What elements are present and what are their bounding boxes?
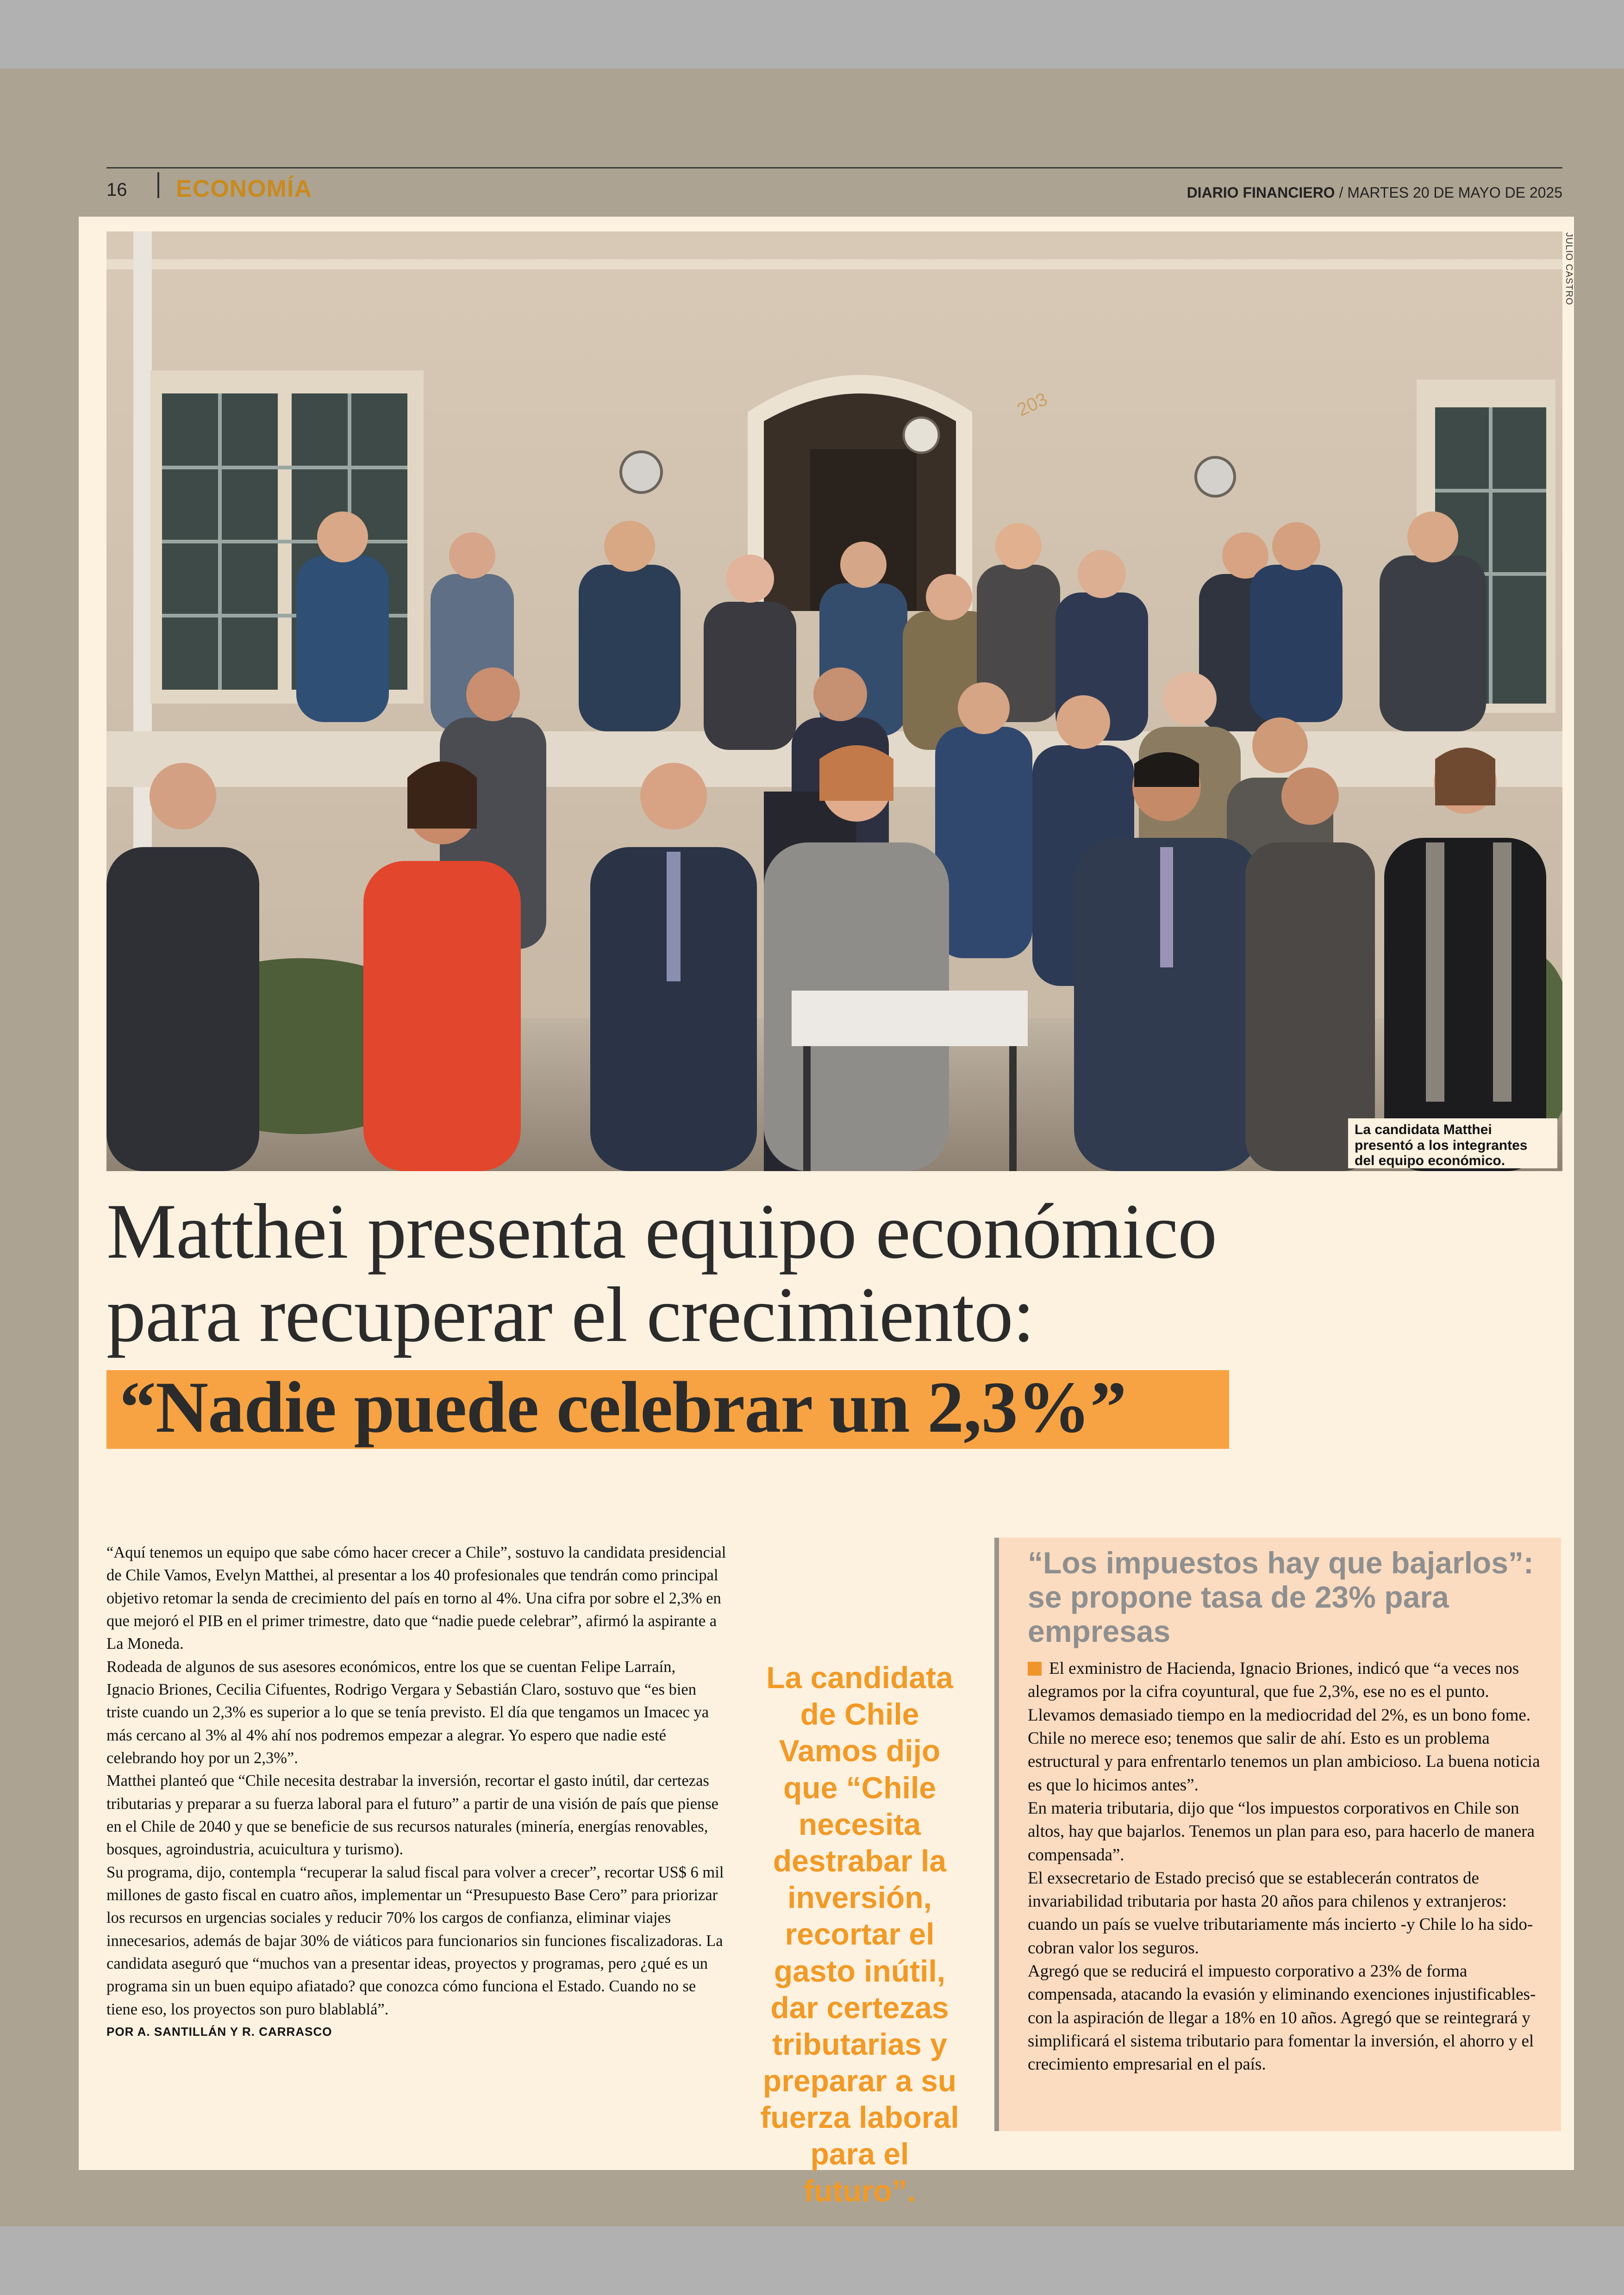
headline [106, 1188, 1217, 1359]
sidebar-body [1028, 1657, 1546, 2077]
headline-quote: “Nadie puede celebrar un 2,3%” [119, 1367, 1126, 1448]
sidebar-paragraph-text: El exministro de Hacienda, Ignacio Briones, indicó que “a veces nos alegramos por la cifra coyuntural, que fue 2,3%, ese no es el punto. Llevamos demasiado tiempo en la mediocridad del 2%, es un bono fome. Chile no merece eso; tenemos que salir de ahí. Esto es un problema estructural y para enfrentarlo tenemos un plan ambicioso. La buena noticia es que lo hicimos antes”. [1028, 1659, 1540, 1795]
lamp-right [1196, 457, 1235, 496]
lamp-left [621, 452, 662, 493]
paper-name: DIARIO FINANCIERO [1187, 184, 1335, 201]
photo-credit-text: JULIO CASTRO [1564, 232, 1574, 306]
header-rule [106, 167, 1562, 168]
photo-caption: La candidata Matthei presentó a los integrantes del equipo económico. [1348, 1118, 1557, 1168]
sidebar-rule [994, 1538, 999, 2131]
sidebar-paragraph [1028, 1657, 1546, 1797]
lamp-center [904, 418, 939, 453]
article-body [106, 1541, 727, 2039]
header-separator [157, 172, 159, 198]
issue-date: / MARTES 20 DE MAYO DE 2025 [1339, 184, 1562, 201]
section-label: ECONOMÍA [176, 175, 312, 202]
pull-quote: La candidata de Chile Vamos dijo que “Chile necesita destrabar la inversión, recortar el gasto inútil, dar certezas tributarias y preparar a su fuerza laboral para el futuro”. [760, 1660, 959, 2208]
sidebar-paragraph: En materia tributaria, dijo que “los impuestos corporativos en Chile son altos, hay que bajarlos. Tenemos un plan para eso, para hacerlo de manera compensada”. [1028, 1798, 1535, 1865]
cornice [106, 259, 1562, 269]
sidebar-paragraph: El exsecretario de Estado precisó que se establecerán contratos de invariabilidad tributaria por hasta 20 años para chilenos y extranjeros: cuando un país se vuelve tributariamente más incierto -y Chile lo ha sido- cobran valor los seguros. [1028, 1868, 1533, 1958]
page-number: 16 [106, 180, 127, 200]
article-paragraph: “Aquí tenemos un equipo que sabe cómo hacer crecer a Chile”, sostuvo la candidata presidencial de Chile Vamos, Evelyn Matthei, al presentar a los 40 profesionales que tendrán como principal objetivo retomar la senda de crecimiento del país en torno al 4%. Una cifra por sobre el 2,3% en que mejoró el PIB en el primer trimestre, dato que “nadie puede celebrar”, afirmó la aspirante a La Moneda. [106, 1544, 726, 1653]
building-number: 203 [1014, 389, 1051, 421]
team-photo [106, 231, 1562, 1171]
headline-line-2: para recuperar el crecimiento: [106, 1271, 1034, 1359]
article-paragraph: Rodeada de algunos de sus asesores económicos, entre los que se cuentan Felipe Larraín, Ignacio Briones, Cecilia Cifuentes, Rodrigo Vergara y Sebastián Claro, sostuvo que “es bien triste cuando un 2,3% es superior a lo que se tenía previsto. El día que tengamos un Imacec ya más cercano al 3% al 4% ahí nos podremos empezar a alegrar. Yo espero que nadie esté celebrando hoy por un 2,3%”. [106, 1658, 709, 1767]
sidebar-title: “Los impuestos hay que bajarlos”: se propone tasa de 23% para empresas [1028, 1546, 1534, 1648]
sidebar-paragraph: Agregó que se reducirá el impuesto corporativo a 23% de forma compensada, atacando la evasión y eliminando exenciones injustificables- con la aspiración de llegar a 18% en 10 años. Agregó que se reintegrará y simplificará el sistema tributario para fomentar la inversión, el ahorro y el crecimiento empresarial en el país. [1028, 1962, 1536, 2074]
headline-line-1: Matthei presenta equipo económico [106, 1188, 1217, 1275]
photo-credit [1564, 232, 1575, 325]
article-paragraph: Matthei planteó que “Chile necesita destrabar la inversión, recortar el gasto inútil, dar certezas tributarias y preparar a su fuerza laboral para el futuro” a partir de una visión de país que piense en el Chile de 2040 y que se beneficie de sus recursos naturales (minería, energías renovables, bosques, agroindustria, acuicultura y turismo). [106, 1772, 718, 1858]
square-bullet-icon [1028, 1662, 1042, 1676]
team-photo-illustration [106, 231, 1562, 1171]
byline: POR A. SANTILLÁN Y R. CARRASCO [106, 2024, 332, 2039]
article-paragraph: Su programa, dijo, contempla “recuperar la salud fiscal para volver a crecer”, recortar US$ 6 mil millones de gasto fiscal en cuatro años, implementar un “Presupuesto Base Cero” para priorizar los recursos en urgencias sociales y reducir 70% los cargos de confianza, eliminar viajes innecesarios, además de bajar 30% de viáticos para funcionarios sin funciones fiscalizadoras. La candidata aseguró que “muchos van a presentar ideas, proyectos y programas, pero ¿qué es un programa sin un buen equipo afiatado? que conozca cómo funciona el Estado. Cuando no se tiene eso, los proyectos son puro blablablá”. [106, 1863, 724, 2018]
masthead [1187, 184, 1562, 201]
